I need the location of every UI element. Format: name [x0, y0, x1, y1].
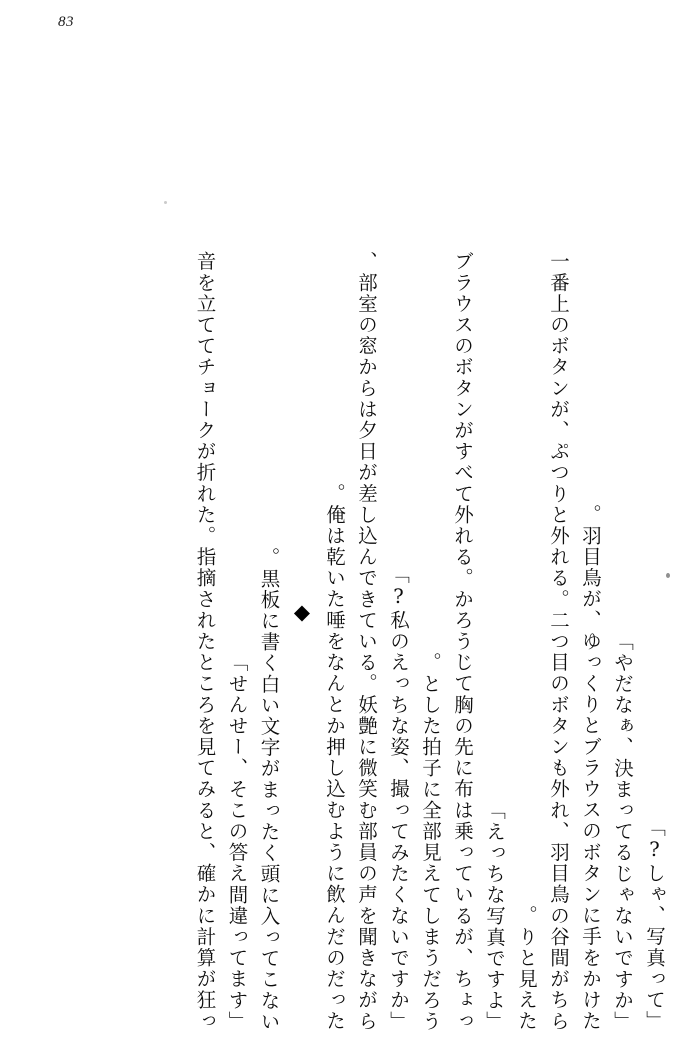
text-column: りと見えた。	[515, 905, 538, 1032]
text-column: 俺は乾いた唾をなんとか押し込むように飲んだのだった。	[323, 483, 346, 1032]
text-column: 一番上のボタンが、ぷつりと外れる。二つ目のボタンも外れ、羽目鳥の谷間がちら	[547, 251, 570, 1032]
text-column: 羽目鳥が、ゆっくりとブラウスのボタンに手をかけた。	[579, 504, 602, 1032]
page-speck	[666, 573, 670, 578]
text-column: 「しゃ、写真って?」	[643, 817, 666, 1032]
text-column: ブラウスのボタンがすべて外れる。かろうじて胸の先に布は乗っているが、ちょっ	[451, 251, 474, 1032]
text-column: 「えっちな写真ですよ」	[483, 799, 506, 1032]
text-column: 部室の窓からは夕日が差し込んできている。妖艶に微笑む部員の声を聞きながら、	[355, 251, 378, 1032]
text-column: 音を立ててチョークが折れた。指摘されたところを見てみると、確かに計算が狂っ	[193, 251, 217, 1032]
text-column: 黒板に書く白い文字がまったく頭に入ってこない。	[257, 546, 281, 1032]
text-column: 「やだなぁ、決まってるじゃないですか」	[611, 631, 634, 1032]
text-column: 「私のえっちな姿、撮ってみたくないですか?」	[387, 564, 410, 1032]
page-number: 83	[58, 14, 74, 30]
diamond-ornament-icon: ◆	[290, 600, 314, 624]
page-speck	[164, 201, 167, 204]
section-ornament-column	[291, 74, 312, 1032]
text-column: とした拍子に全部見えてしまうだろう。	[419, 652, 442, 1032]
text-column: 「せんせー、そこの答え間違ってます」	[225, 652, 249, 1032]
vertical-text-block	[30, 74, 664, 1032]
